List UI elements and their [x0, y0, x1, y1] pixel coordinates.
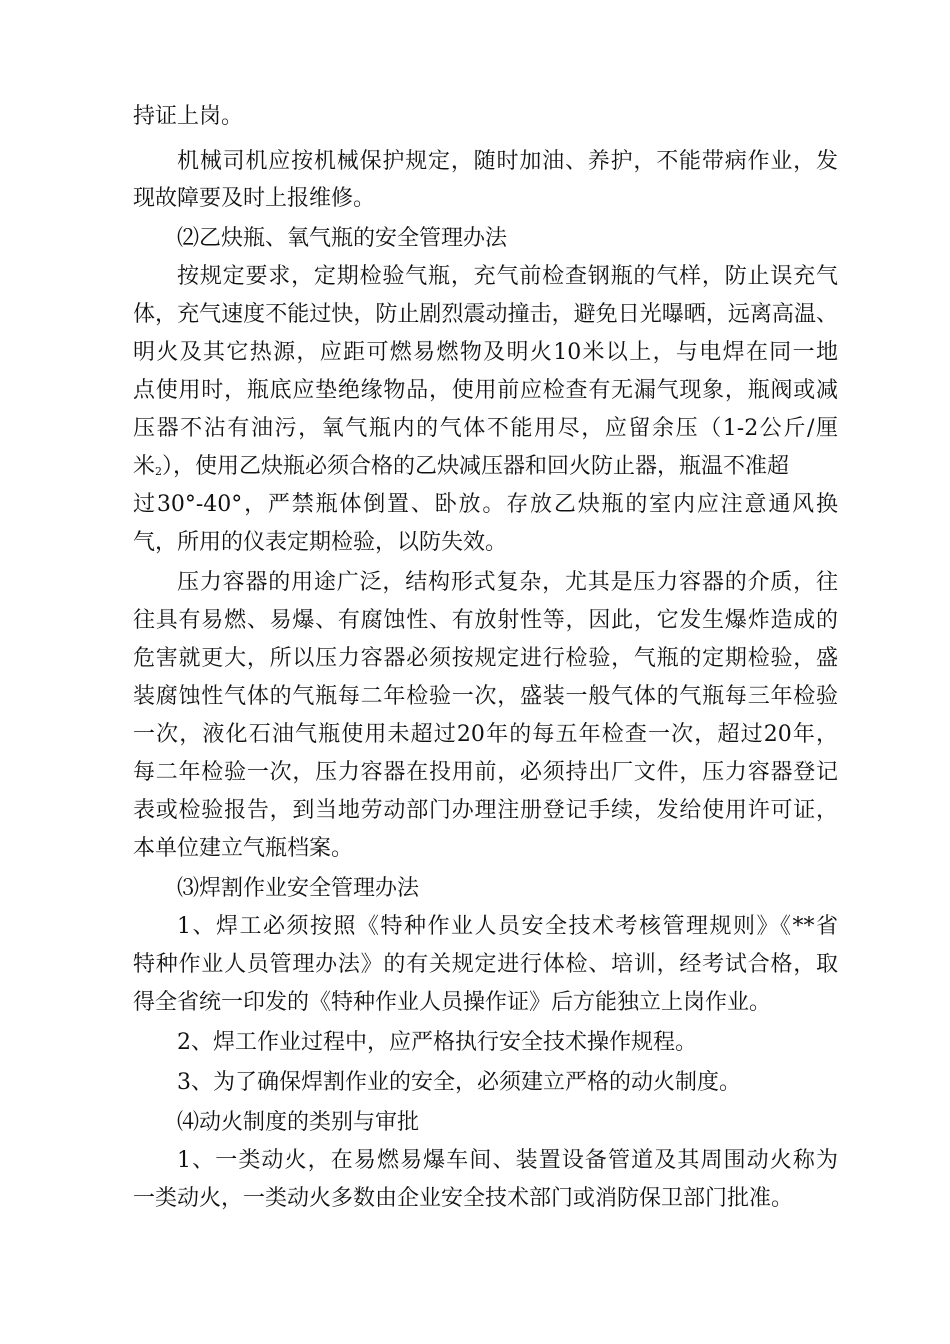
paragraph-line: 每二年检验一次，压力容器在投用前，必须持出厂文件，压力容器登记: [133, 760, 838, 785]
section-heading-welding: ⑶焊割作业安全管理办法: [177, 876, 420, 901]
paragraph-line: 持证上岗。: [133, 104, 244, 129]
paragraph-line: 危害就更大，所以压力容器必须按规定进行检验，气瓶的定期检验，盛: [133, 646, 838, 671]
paragraph-line: [133, 448, 838, 486]
paragraph-line: 压力容器的用途广泛，结构形式复杂，尤其是压力容器的介质，往: [177, 570, 838, 595]
paragraph-line: 本单位建立气瓶档案。: [133, 836, 354, 861]
paragraph-line: 压器不沾有油污，氧气瓶内的气体不能用尽，应留余压（1-2公斤/厘: [133, 416, 838, 441]
paragraph-line: 现故障要及时上报维修。: [133, 186, 376, 211]
paragraph-line: 机械司机应按机械保护规定，随时加油、养护，不能带病作业，发: [177, 149, 838, 174]
paragraph-line: 2、焊工作业过程中，应严格执行安全技术操作规程。: [177, 1030, 697, 1055]
subscript: 2: [155, 465, 163, 478]
text-run: 米: [133, 454, 156, 479]
paragraph-line: 表或检验报告，到当地劳动部门办理注册登记手续，发给使用许可证，: [133, 798, 838, 823]
paragraph-line: 点使用时，瓶底应垫绝缘物品，使用前应检查有无漏气现象，瓶阀或减: [133, 378, 838, 403]
paragraph-line: 1、一类动火，在易燃易爆车间、装置设备管道及其周围动火称为: [177, 1148, 838, 1173]
paragraph-line: 得全省统一印发的《特种作业人员操作证》后方能独立上岗作业。: [133, 990, 772, 1015]
paragraph-line: 1、焊工必须按照《特种作业人员安全技术考核管理规则》《**省: [177, 914, 838, 939]
section-heading-hot-work: ⑷动火制度的类别与审批: [177, 1110, 420, 1135]
paragraph-line: 按规定要求，定期检验气瓶，充气前检查钢瓶的气样，防止误充气: [177, 264, 838, 289]
paragraph-line: 特种作业人员管理办法》的有关规定进行体检、培训，经考试合格，取: [133, 952, 838, 977]
paragraph-line: 装腐蚀性气体的气瓶每二年检验一次，盛装一般气体的气瓶每三年检验: [133, 684, 838, 709]
paragraph-line: 体，充气速度不能过快，防止剧烈震动撞击，避免日光曝晒，远离高温、: [133, 302, 838, 327]
paragraph-line: 一类动火，一类动火多数由企业安全技术部门或消防保卫部门批准。: [133, 1186, 794, 1211]
paragraph-line: 过30°-40°，严禁瓶体倒置、卧放。存放乙炔瓶的室内应注意通风换: [133, 492, 838, 517]
paragraph-line: 往具有易燃、易爆、有腐蚀性、有放射性等，因此，它发生爆炸造成的: [133, 608, 838, 633]
paragraph-line: 3、为了确保焊割作业的安全，必须建立严格的动火制度。: [177, 1070, 741, 1095]
text-run: ），使用乙炔瓶必须合格的乙炔减压器和回火防止器，瓶温不准超: [162, 454, 790, 479]
paragraph-line: 明火及其它热源，应距可燃易燃物及明火10米以上，与电焊在同一地: [133, 340, 838, 365]
paragraph-line: 一次，液化石油气瓶使用未超过20年的每五年检查一次，超过20年，: [133, 722, 838, 747]
section-heading-acetylene-oxygen: ⑵乙炔瓶、氧气瓶的安全管理办法: [177, 226, 508, 251]
paragraph-line: 气，所用的仪表定期检验，以防失效。: [133, 530, 508, 555]
